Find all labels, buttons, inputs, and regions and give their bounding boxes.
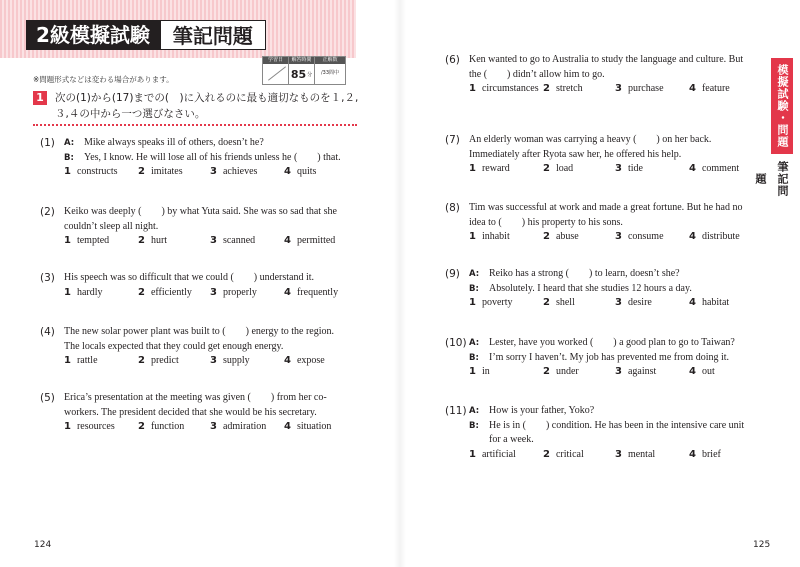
option-text: hardly <box>76 286 103 298</box>
answer-option[interactable] <box>138 165 183 180</box>
option-number: 3 <box>615 366 622 377</box>
option-number: 4 <box>284 166 291 177</box>
option-text: admiration <box>222 421 267 432</box>
option-text: supply <box>222 355 250 366</box>
question-line <box>64 205 360 220</box>
option-number: 2 <box>138 421 145 432</box>
date-slash <box>264 64 288 82</box>
side-tab-mock-exam: 模擬試験・問題 <box>771 58 793 154</box>
question-line <box>469 133 765 148</box>
question-line <box>64 271 360 286</box>
option-number: 1 <box>64 286 71 298</box>
question-text: Tim was successful at work and made a great fortune. But he had no <box>469 202 743 213</box>
option-number: 3 <box>615 163 622 174</box>
answer-option[interactable] <box>469 448 516 463</box>
question-number: (5) <box>40 392 55 404</box>
answer-options <box>469 365 765 380</box>
option-text: purchase <box>627 83 664 94</box>
question-text: Lester, have you worked ( ) a good plan to go to Taiwan? <box>489 337 735 348</box>
question-text: Yes, I know. He will lose all of his friends unless he ( ) that. <box>84 151 341 163</box>
option-text: tide <box>627 163 643 174</box>
option-number: 1 <box>64 421 71 432</box>
option-text: scanned <box>222 235 256 246</box>
answer-option[interactable] <box>615 448 655 463</box>
option-number: 2 <box>543 231 550 242</box>
question-number: (3) <box>40 272 55 284</box>
speaker-label: A: <box>469 338 480 348</box>
option-number: 4 <box>689 297 696 308</box>
option-text: achieves <box>222 166 258 177</box>
answer-option[interactable] <box>64 165 118 180</box>
question-number: (6) <box>445 54 460 66</box>
option-text: expose <box>296 355 325 366</box>
option-text: tempted <box>76 235 110 246</box>
score-cell <box>315 57 345 84</box>
question-line <box>469 351 765 366</box>
option-number: 4 <box>284 235 291 246</box>
answer-option[interactable] <box>64 354 98 369</box>
option-text: hurt <box>150 235 168 246</box>
option-number: 2 <box>138 355 145 366</box>
option-text: out <box>701 366 715 377</box>
answer-option[interactable] <box>138 286 192 301</box>
question-number: (7) <box>445 134 460 146</box>
question-line <box>469 282 765 297</box>
option-text: properly <box>222 286 257 298</box>
answer-option[interactable] <box>543 296 575 311</box>
question-line <box>469 336 765 351</box>
question-line <box>469 433 765 448</box>
question-number: (11) <box>445 405 467 417</box>
question-text: Absolutely. I heard that she studies 12 hours a day. <box>489 282 692 294</box>
question-text: Mike always speaks ill of others, doesn’t he? <box>84 137 264 148</box>
option-number: 3 <box>210 286 217 298</box>
option-number: 2 <box>138 286 145 298</box>
answer-options <box>64 165 360 180</box>
instruction-line-1: 次の(1)から(17)までの( )に入れるのに最も適切なものを１,２, <box>55 92 359 104</box>
option-text: frequently <box>296 286 339 298</box>
answer-option[interactable] <box>138 420 184 435</box>
answer-options <box>469 162 765 177</box>
answer-option[interactable] <box>469 365 490 380</box>
speaker-label: B: <box>469 420 479 431</box>
option-number: 3 <box>210 355 217 366</box>
question-text: The locals expected that they could get enough energy. <box>64 340 284 352</box>
instruction <box>33 90 358 122</box>
question-text: His speech was so difficult that we could ( ) understand it. <box>64 272 315 283</box>
option-text: predict <box>150 355 179 366</box>
option-text: imitates <box>150 166 183 177</box>
option-number: 1 <box>64 166 71 177</box>
option-text: habitat <box>701 297 730 308</box>
answer-option[interactable] <box>689 448 721 463</box>
question-text: An elderly woman was carrying a heavy ( ) on her back. <box>469 134 712 145</box>
answer-option[interactable] <box>469 82 539 97</box>
option-number: 4 <box>689 163 696 174</box>
question-text: I’m sorry I haven’t. My job has prevented me from doing it. <box>489 351 730 363</box>
question-line <box>64 340 360 355</box>
answer-time-value: 85 <box>290 67 307 81</box>
answer-options <box>64 420 360 435</box>
option-number: 4 <box>284 286 291 298</box>
option-text: load <box>555 163 574 174</box>
side-tab-written: 筆記問題 <box>754 161 789 197</box>
instruction-line-2: ３,４の中から一つ選びなさい。 <box>55 108 206 120</box>
option-text: brief <box>701 448 721 460</box>
answer-options <box>64 286 360 301</box>
option-text: poverty <box>481 297 513 308</box>
score-label: 正解数 <box>315 57 345 64</box>
option-text: situation <box>296 421 332 432</box>
answer-option[interactable] <box>689 296 729 311</box>
answer-option[interactable] <box>64 234 109 249</box>
answer-option[interactable] <box>138 354 179 369</box>
question-line <box>64 406 360 421</box>
option-text: artificial <box>481 448 516 460</box>
speaker-label: A: <box>469 406 480 416</box>
option-number: 2 <box>543 163 550 174</box>
option-text: distribute <box>701 231 740 242</box>
option-number: 2 <box>543 366 550 377</box>
answer-options <box>469 82 765 97</box>
option-text: reward <box>481 163 510 174</box>
answer-options <box>64 354 360 369</box>
option-number: 3 <box>615 83 622 94</box>
option-number: 2 <box>138 166 145 177</box>
answer-option[interactable] <box>64 420 115 435</box>
option-text: in <box>481 366 490 377</box>
question-line <box>469 404 765 419</box>
answer-option[interactable] <box>210 165 257 180</box>
page-number-right: 125 <box>753 540 771 550</box>
question-number: (9) <box>445 268 460 280</box>
option-number: 3 <box>615 297 622 308</box>
answer-time-cell <box>289 57 315 84</box>
answer-option[interactable] <box>284 165 316 180</box>
option-number: 1 <box>469 448 476 460</box>
option-text: consume <box>627 231 664 242</box>
option-text: comment <box>701 163 740 174</box>
answer-option[interactable] <box>210 354 250 369</box>
answer-option[interactable] <box>689 365 715 380</box>
question-number: (1) <box>40 137 55 149</box>
option-text: shell <box>555 297 575 308</box>
option-number: 3 <box>615 231 622 242</box>
option-number: 4 <box>689 231 696 242</box>
question-line <box>469 216 765 231</box>
study-date-cell <box>263 57 289 84</box>
answer-option[interactable] <box>543 448 584 463</box>
question-line <box>64 136 360 151</box>
question-text: The new solar power plant was built to ( ) energy to the region. <box>64 326 335 337</box>
option-number: 3 <box>210 166 217 177</box>
page-title <box>26 20 266 50</box>
option-number: 1 <box>64 235 71 246</box>
option-text: inhabit <box>481 231 510 242</box>
score-note: /33問中 <box>320 70 340 76</box>
answer-options <box>469 448 765 463</box>
question-text: for a week. <box>489 434 534 445</box>
answer-option[interactable] <box>689 82 730 97</box>
section-number-badge: 1 <box>33 91 47 105</box>
option-text: mental <box>627 448 656 460</box>
answer-option[interactable] <box>284 354 325 369</box>
question-line <box>469 53 765 68</box>
speaker-label: A: <box>64 138 75 148</box>
question-number: (8) <box>445 202 460 214</box>
option-number: 2 <box>138 235 145 246</box>
option-number: 1 <box>469 231 476 242</box>
option-number: 2 <box>543 448 550 460</box>
option-text: against <box>627 366 657 377</box>
answer-option[interactable] <box>469 296 513 311</box>
option-text: abuse <box>555 231 579 242</box>
answer-option[interactable] <box>284 234 335 249</box>
answer-option[interactable] <box>689 230 740 245</box>
option-number: 4 <box>689 83 696 94</box>
option-number: 4 <box>689 448 696 460</box>
option-text: under <box>555 366 579 377</box>
option-text: feature <box>701 83 730 94</box>
question-text: He is in ( ) condition. He has been in the intensive care unit <box>489 419 745 431</box>
answer-options <box>469 296 765 311</box>
question-text: workers. The president decided that she would be his secretary. <box>64 406 317 418</box>
question-line <box>64 391 360 406</box>
answer-option[interactable] <box>615 365 656 380</box>
format-note: ※問題形式などは変わる場合があります。 <box>33 75 174 84</box>
answer-option[interactable] <box>210 286 257 301</box>
question-number: (2) <box>40 206 55 218</box>
option-number: 1 <box>469 163 476 174</box>
question-line <box>64 220 360 235</box>
question-text: Erica’s presentation at the meeting was given ( ) from her co- <box>64 392 327 403</box>
option-number: 3 <box>615 448 622 460</box>
option-text: quits <box>296 166 317 177</box>
option-number: 1 <box>64 355 71 366</box>
question-line <box>64 151 360 166</box>
speaker-label: B: <box>64 152 74 163</box>
option-number: 4 <box>284 355 291 366</box>
option-text: critical <box>555 448 584 460</box>
question-text: couldn’t sleep all night. <box>64 220 159 232</box>
answer-option[interactable] <box>615 82 664 97</box>
speaker-label: B: <box>469 352 479 363</box>
option-text: permitted <box>296 235 336 246</box>
option-text: function <box>150 421 185 432</box>
question-line <box>469 267 765 282</box>
speaker-label: B: <box>469 283 479 294</box>
answer-option[interactable] <box>469 230 510 245</box>
question-line <box>469 419 765 434</box>
option-number: 1 <box>469 83 476 94</box>
option-number: 4 <box>689 366 696 377</box>
answer-option[interactable] <box>469 162 510 177</box>
answer-option[interactable] <box>64 286 103 301</box>
question-text: How is your father, Yoko? <box>489 405 595 416</box>
title-exam: 2級模擬試験 <box>26 20 160 50</box>
question-text: the ( ) didn’t allow him to go. <box>469 68 605 80</box>
study-info-box <box>262 56 346 85</box>
option-number: 3 <box>210 421 217 432</box>
option-text: efficiently <box>150 286 192 298</box>
option-text: circumstances <box>481 83 539 94</box>
answer-option[interactable] <box>689 162 739 177</box>
study-date-label: 学習日 <box>263 57 288 64</box>
page-number-left: 124 <box>34 540 52 550</box>
answer-options <box>469 230 765 245</box>
answer-time-label: 解答時間 <box>289 57 314 64</box>
question-line <box>469 68 765 83</box>
question-line <box>64 325 360 340</box>
answer-option[interactable] <box>210 420 266 435</box>
option-text: rattle <box>76 355 98 366</box>
option-text: resources <box>76 421 115 432</box>
answer-time-unit: 分 <box>307 71 313 78</box>
answer-option[interactable] <box>615 162 643 177</box>
question-text: Immediately after Ryota saw her, he offered his help. <box>469 148 682 160</box>
option-number: 1 <box>469 297 476 308</box>
option-text: constructs <box>76 166 118 177</box>
question-number: (10) <box>445 337 467 349</box>
option-number: 3 <box>210 235 217 246</box>
option-number: 2 <box>543 297 550 308</box>
question-line <box>469 148 765 163</box>
answer-option[interactable] <box>543 82 583 97</box>
question-number: (4) <box>40 326 55 338</box>
question-text: idea to ( ) his property to his sons. <box>469 216 623 228</box>
answer-option[interactable] <box>138 234 167 249</box>
question-text: Reiko has a strong ( ) to learn, doesn’t she? <box>489 268 680 279</box>
dotted-divider <box>33 124 357 126</box>
answer-option[interactable] <box>284 420 331 435</box>
answer-options <box>64 234 360 249</box>
question-text: Ken wanted to go to Australia to study the language and culture. But <box>469 54 744 65</box>
option-text: stretch <box>555 83 583 94</box>
speaker-label: A: <box>469 269 480 279</box>
question-line <box>469 201 765 216</box>
option-number: 1 <box>469 366 476 377</box>
answer-option[interactable] <box>543 365 579 380</box>
answer-option[interactable] <box>615 296 652 311</box>
answer-option[interactable] <box>543 162 573 177</box>
option-text: desire <box>627 297 652 308</box>
answer-option[interactable] <box>210 234 255 249</box>
question-text: Keiko was deeply ( ) by what Yuta said. She was so sad that she <box>64 206 337 217</box>
page-gutter <box>394 0 406 567</box>
option-number: 2 <box>543 83 550 94</box>
title-section: 筆記問題 <box>160 20 266 50</box>
answer-option[interactable] <box>543 230 579 245</box>
option-number: 4 <box>284 421 291 432</box>
answer-option[interactable] <box>284 286 338 301</box>
answer-option[interactable] <box>615 230 664 245</box>
